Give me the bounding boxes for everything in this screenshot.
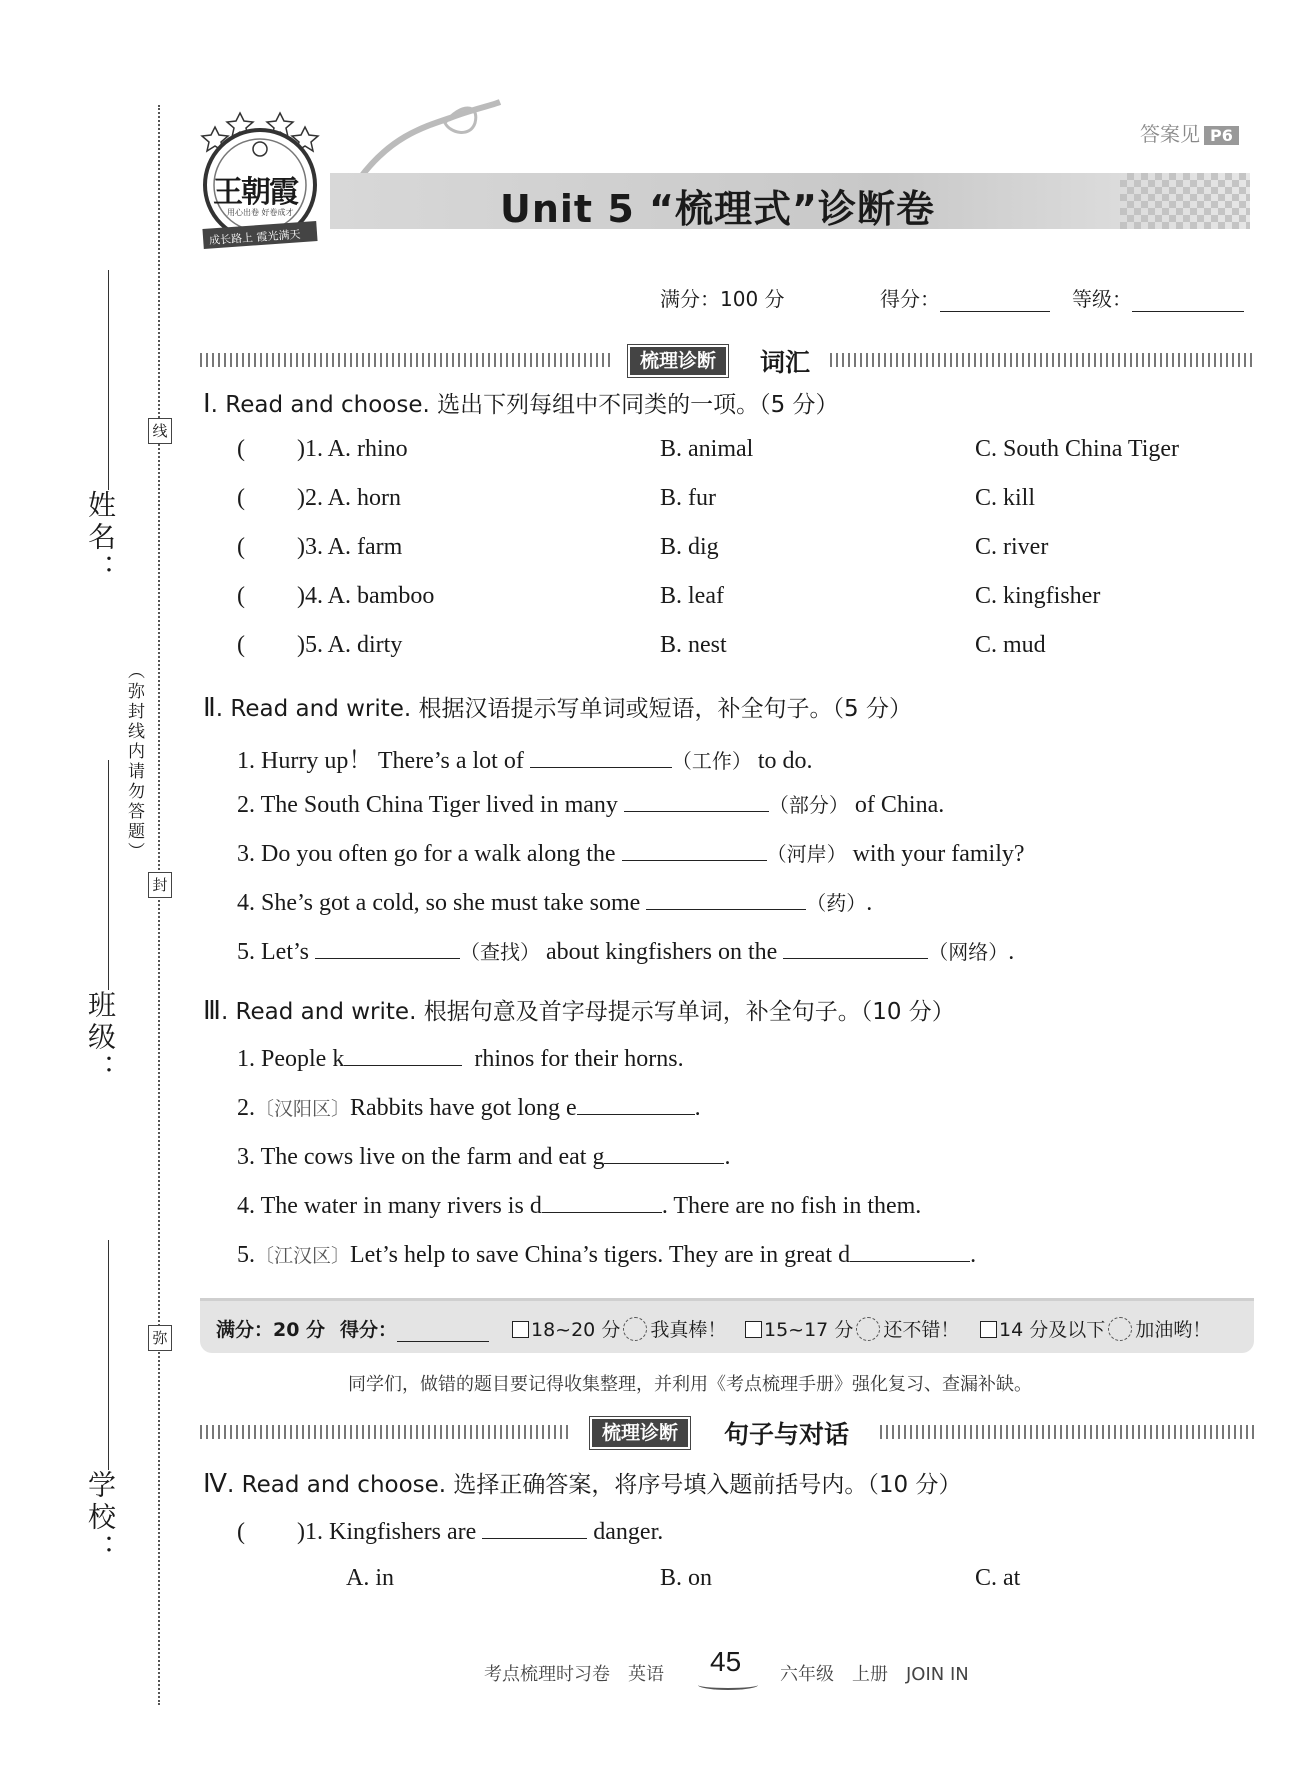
section-score-bar xyxy=(200,1298,1254,1353)
q3-sentence-3[interactable] xyxy=(237,1141,730,1171)
q2-s2-end: of China. xyxy=(854,792,945,818)
q3-s5-text: Let’s help to save China’s tigers. They are in great d xyxy=(350,1242,851,1268)
q2-s4-text: 4. She’s got a cold, so she must take some xyxy=(237,890,641,916)
q3-s2-end: . xyxy=(694,1095,701,1121)
section-ticks-right xyxy=(880,1425,1254,1439)
q1-item-1-b: B. animal xyxy=(660,436,754,462)
q3-s4-blank[interactable] xyxy=(542,1190,662,1213)
q2-s2-text: 2. The South China Tiger lived in many xyxy=(237,792,618,818)
school-label: 学校： xyxy=(84,1470,117,1566)
q1-item-3-b: B. dig xyxy=(660,534,719,560)
seal-mark-seal: 封 xyxy=(148,872,172,898)
q4-option-b[interactable]: B. on xyxy=(660,1565,713,1591)
q2-s2-blank[interactable] xyxy=(624,789,769,812)
answer-ref-page: P6 xyxy=(1204,126,1239,145)
score-option-3-msg: 加油哟！ xyxy=(1135,1319,1212,1341)
section-header-vocab xyxy=(200,345,1254,375)
q1-item-5-c: C. mud xyxy=(975,632,1046,658)
smiley-face-icon xyxy=(623,1317,647,1341)
cheering-face-icon xyxy=(1108,1317,1132,1341)
q2-sentence-1[interactable] xyxy=(237,740,813,775)
q2-s5-blank-2[interactable] xyxy=(783,936,928,959)
q2-s5-end: . xyxy=(1008,939,1015,965)
q3-s5-end: . xyxy=(970,1242,977,1268)
score-option-1[interactable] xyxy=(512,1315,726,1342)
q2-title-text: . Read and write. 根据汉语提示写单词或短语，补全句子。（5 分） xyxy=(215,696,912,722)
section-name: 词汇 xyxy=(760,348,811,377)
name-line xyxy=(108,270,109,490)
section-full-score: 满分：20 分 xyxy=(216,1319,326,1341)
q2-s3-text: 3. Do you often go for a walk along the xyxy=(237,841,616,867)
q2-s2-hint: （部分） xyxy=(768,793,849,817)
q3-roman: Ⅲ xyxy=(203,996,221,1025)
section-ticks-left xyxy=(200,353,610,367)
q1-item-1-c: C. South China Tiger xyxy=(975,436,1180,462)
logo-small-text: 用心出卷 好卷成才 xyxy=(227,208,294,217)
q3-s2-district: 〔汉阳区〕 xyxy=(255,1098,351,1120)
full-score: 满分：100 分 xyxy=(660,287,785,311)
score-label: 得分： xyxy=(880,287,940,311)
score-option-2[interactable] xyxy=(745,1315,959,1342)
score-field[interactable] xyxy=(880,283,1050,312)
grade-blank[interactable] xyxy=(1132,287,1244,312)
class-label: 班级： xyxy=(84,990,117,1086)
q1-roman: Ⅰ xyxy=(203,389,211,418)
section-score-field[interactable] xyxy=(340,1315,489,1342)
page-title: Unit 5 “梳理式”诊断卷 xyxy=(500,187,935,231)
grade-label: 等级： xyxy=(1072,287,1132,311)
q1-item-4[interactable]: ( )4. A. bamboo xyxy=(237,583,435,609)
q1-item-4-b: B. leaf xyxy=(660,583,724,609)
q2-sentence-4[interactable] xyxy=(237,887,872,917)
question-4-title xyxy=(203,1466,962,1499)
logo-text: 王朝霞 xyxy=(213,175,297,210)
question-1-title xyxy=(203,386,839,419)
q1-item-4-a: )4. A. bamboo xyxy=(297,583,435,609)
q2-s4-blank[interactable] xyxy=(646,887,806,910)
q1-item-5[interactable]: ( )5. A. dirty xyxy=(237,632,403,658)
question-2-title xyxy=(203,690,912,723)
q4-s1-text: )1. Kingfishers are xyxy=(297,1519,477,1545)
q1-item-3-a: )3. A. farm xyxy=(297,534,403,560)
q1-item-3[interactable]: ( )3. A. farm xyxy=(237,534,403,560)
q2-s3-end: with your family? xyxy=(852,841,1025,867)
section-ticks-left xyxy=(200,1425,572,1439)
section-ticks-right xyxy=(830,353,1254,367)
seal-note: （弥封线内请勿答题） xyxy=(124,662,144,862)
class-line xyxy=(108,760,109,990)
score-option-3-range: 14 分及以下 xyxy=(999,1319,1106,1341)
q1-item-2-b: B. fur xyxy=(660,485,716,511)
q2-sentence-3[interactable] xyxy=(237,838,1025,868)
q3-s4-end: . There are no fish in them. xyxy=(661,1193,922,1219)
q2-roman: Ⅱ xyxy=(203,693,216,722)
q1-item-2-a: )2. A. horn xyxy=(297,485,401,511)
q2-sentence-2[interactable] xyxy=(237,789,944,819)
q1-item-4-c: C. kingfisher xyxy=(975,583,1101,609)
q4-item-1[interactable]: ( )1. Kingfishers are danger. xyxy=(237,1516,663,1546)
q4-option-c[interactable]: C. at xyxy=(975,1565,1021,1591)
answer-reference xyxy=(1140,118,1239,147)
q3-s4-text: 4. The water in many rivers is d xyxy=(237,1193,542,1219)
q1-item-5-a: )5. A. dirty xyxy=(297,632,403,658)
q1-item-2-c: C. kill xyxy=(975,485,1036,511)
q3-s3-end: . xyxy=(724,1144,731,1170)
q2-s3-hint: （河岸） xyxy=(766,842,847,866)
q1-item-1-a: )1. A. rhino xyxy=(297,436,408,462)
q2-s1-blank[interactable] xyxy=(530,745,672,768)
q1-item-1[interactable]: ( )1. A. rhino xyxy=(237,436,408,462)
section-score-blank[interactable] xyxy=(397,1319,489,1342)
score-blank[interactable] xyxy=(940,287,1050,312)
q3-sentence-2[interactable] xyxy=(237,1092,701,1122)
q4-title-text: . Read and choose. 选择正确答案，将序号填入题前括号内。（10 分） xyxy=(227,1472,962,1498)
q3-sentence-5[interactable] xyxy=(237,1239,976,1269)
section-tag: 梳理诊断 xyxy=(628,345,728,377)
q1-item-5-b: B. nest xyxy=(660,632,727,658)
q4-s1-end: danger. xyxy=(593,1519,664,1545)
score-option-1-range: 18~20 分 xyxy=(531,1319,621,1341)
title-checker-pattern xyxy=(1120,173,1250,229)
score-option-2-msg: 还不错！ xyxy=(883,1319,960,1341)
q3-s5-number: 5. xyxy=(237,1242,255,1268)
q2-s5-mid: about kingfishers on the xyxy=(546,939,778,965)
checkbox-icon[interactable] xyxy=(745,1321,762,1338)
footer-right: 六年级 上册 JOIN IN xyxy=(780,1664,969,1685)
school-line xyxy=(108,1240,109,1470)
binding-dotted-line xyxy=(158,105,160,1705)
section-header-sentence xyxy=(200,1417,1254,1447)
q4-option-a[interactable]: A. in xyxy=(346,1565,394,1591)
q3-s3-text: 3. The cows live on the farm and eat g xyxy=(237,1144,605,1170)
seal-mark-close: 弥 xyxy=(148,1325,172,1351)
q3-s2-blank[interactable] xyxy=(577,1092,695,1115)
brand-logo xyxy=(195,105,325,255)
page-number: 45 xyxy=(710,1646,742,1677)
q4-roman: Ⅳ xyxy=(203,1469,227,1498)
section-name: 句子与对话 xyxy=(724,1420,850,1449)
q1-item-3-c: C. river xyxy=(975,534,1049,560)
q2-s4-end: . xyxy=(866,890,873,916)
score-option-3[interactable] xyxy=(980,1315,1211,1342)
q1-title-text: . Read and choose. 选出下列每组中不同类的一项。（5 分） xyxy=(210,392,839,418)
q2-s5-hint-1: （查找） xyxy=(460,940,540,964)
answer-ref-prefix: 答案见 xyxy=(1140,122,1200,146)
q3-s1-text: 1. People k xyxy=(237,1046,345,1072)
q2-s4-hint: （药） xyxy=(806,891,867,915)
q2-sentence-5[interactable] xyxy=(237,936,1014,966)
q2-s5-hint-2: （网络） xyxy=(928,940,1009,964)
q1-item-2[interactable]: ( )2. A. horn xyxy=(237,485,401,511)
seal-mark-line: 线 xyxy=(148,418,172,444)
q3-title-text: . Read and write. 根据句意及首字母提示写单词，补全句子。（10 分） xyxy=(220,999,955,1025)
q2-s3-blank[interactable] xyxy=(622,838,767,861)
q3-s1-end: rhinos for their horns. xyxy=(474,1046,684,1072)
q3-s1-blank[interactable] xyxy=(344,1043,462,1066)
section-score-label: 得分： xyxy=(340,1319,398,1341)
smiley-face-icon xyxy=(856,1317,880,1341)
q2-s5-text: 5. Let’s xyxy=(237,939,309,965)
q2-s1-hint: （工作） xyxy=(671,749,752,773)
q2-s5-blank-1[interactable] xyxy=(315,936,460,959)
section-tag: 梳理诊断 xyxy=(590,1417,690,1449)
q3-s5-blank[interactable] xyxy=(850,1239,970,1262)
q3-s3-blank[interactable] xyxy=(604,1141,724,1164)
q3-sentence-1[interactable] xyxy=(237,1043,684,1073)
q3-sentence-4[interactable] xyxy=(237,1190,921,1220)
q3-s5-district: 〔江汉区〕 xyxy=(255,1245,351,1267)
q2-s1-end: to do. xyxy=(757,748,813,774)
logo-slogan: 成长路上 霞光满天 xyxy=(208,227,301,248)
q4-s1-blank[interactable] xyxy=(482,1516,587,1539)
question-3-title xyxy=(203,993,955,1026)
q3-s2-number: 2. xyxy=(237,1095,255,1121)
name-label: 姓名： xyxy=(84,490,117,586)
review-tip: 同学们，做错的题目要记得收集整理，并利用《考点梳理手册》强化复习、查漏补缺。 xyxy=(348,1374,1032,1395)
checkbox-icon[interactable] xyxy=(980,1321,997,1338)
q3-s2-text: Rabbits have got long e xyxy=(350,1095,577,1121)
score-option-1-msg: 我真棒！ xyxy=(650,1319,727,1341)
checkbox-icon[interactable] xyxy=(512,1321,529,1338)
score-option-2-range: 15~17 分 xyxy=(764,1319,854,1341)
page-number-curve xyxy=(698,1680,758,1690)
q2-s1-text: 1. Hurry up！ There’s a lot of xyxy=(237,748,524,774)
footer-left: 考点梳理时习卷 英语 xyxy=(484,1664,664,1685)
grade-field[interactable] xyxy=(1072,283,1244,312)
